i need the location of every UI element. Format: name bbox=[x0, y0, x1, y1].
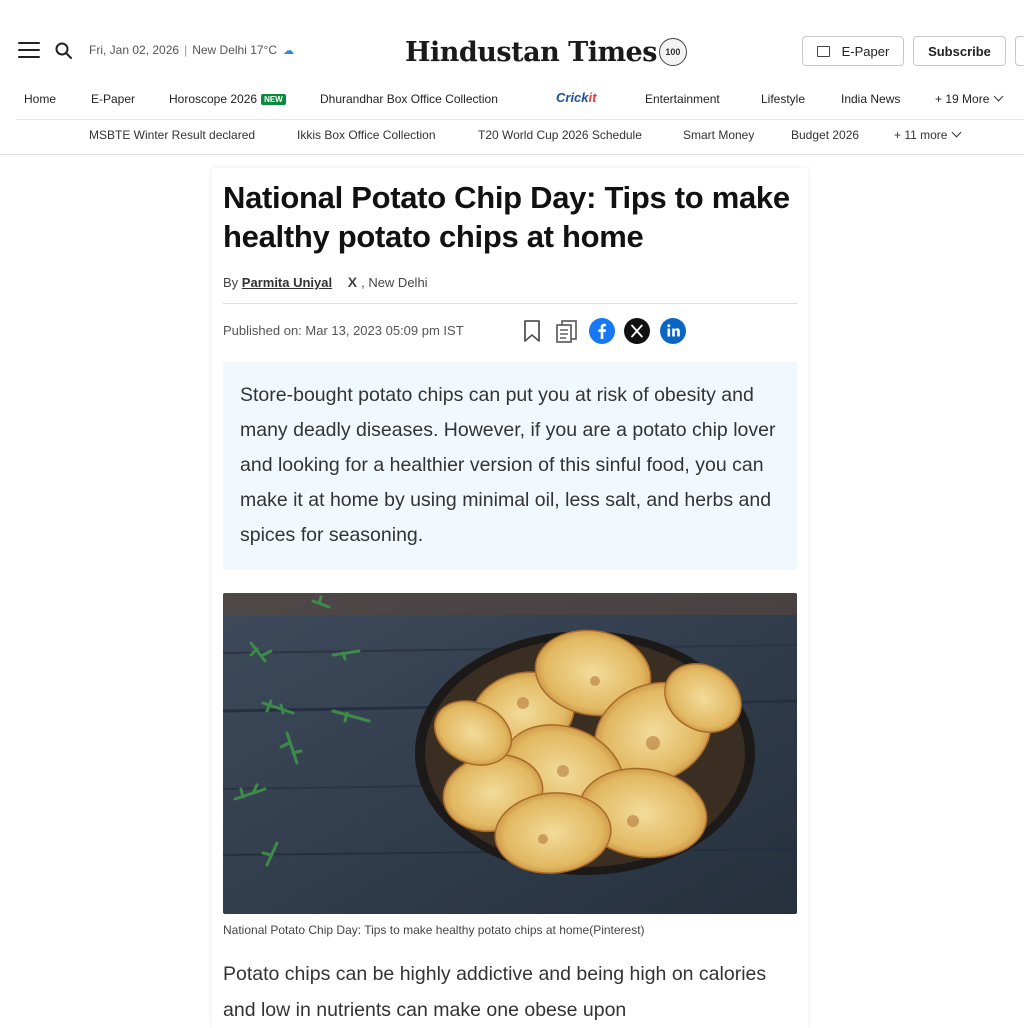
bookmark-icon[interactable] bbox=[519, 318, 545, 344]
article-headline: National Potato Chip Day: Tips to make healthy potato chips at home bbox=[223, 180, 790, 254]
author-x-icon[interactable]: X bbox=[347, 274, 358, 290]
nav-horoscope-label: Horoscope 2026 bbox=[169, 92, 258, 106]
nav-divider bbox=[16, 119, 1024, 120]
facebook-icon[interactable] bbox=[589, 318, 615, 344]
search-icon[interactable] bbox=[54, 41, 74, 61]
weather-icon: ☁ bbox=[283, 45, 295, 57]
image-caption: National Potato Chip Day: Tips to make healthy potato chips at home(Pinterest) bbox=[223, 923, 645, 937]
cricket-logo-b: it bbox=[588, 90, 597, 105]
logo-text: Hindustan Times bbox=[405, 36, 657, 68]
epaper-button[interactable] bbox=[802, 36, 904, 66]
article-image bbox=[223, 593, 797, 914]
logo-badge: 100 bbox=[659, 38, 687, 66]
cricket-logo-a: Crick bbox=[556, 90, 589, 105]
epaper-button-label: E-Paper bbox=[841, 43, 890, 59]
trending-nav bbox=[0, 128, 1024, 148]
byline-prefix: By bbox=[223, 275, 239, 290]
author-link[interactable]: Parmita Uniyal bbox=[241, 275, 333, 290]
chevron-down-icon bbox=[994, 92, 1004, 102]
newspaper-icon bbox=[817, 46, 830, 57]
nav-home[interactable]: Home bbox=[24, 92, 57, 106]
chevron-down-icon bbox=[952, 128, 962, 138]
subscribe-button[interactable]: Subscribe bbox=[913, 36, 1006, 66]
trending-budget[interactable]: Budget 2026 bbox=[791, 128, 860, 142]
nav-horoscope[interactable] bbox=[169, 92, 286, 106]
trending-msbte[interactable]: MSBTE Winter Result declared bbox=[89, 128, 256, 142]
article-body-paragraph: Potato chips can be highly addictive and being high on calories and low in nutrients can make one obese upon bbox=[223, 963, 767, 1021]
nav-epaper[interactable]: E-Paper bbox=[91, 92, 136, 106]
byline-divider bbox=[223, 303, 797, 304]
nav-dhurandhar[interactable]: Dhurandhar Box Office Collection bbox=[320, 92, 498, 106]
site-logo[interactable] bbox=[405, 32, 687, 72]
account-button[interactable] bbox=[1015, 36, 1024, 66]
nav-more-label: + 19 More bbox=[935, 92, 990, 106]
trending-more-label: + 11 more bbox=[894, 128, 948, 142]
trending-ikkis[interactable]: Ikkis Box Office Collection bbox=[297, 128, 436, 142]
weather-text: New Delhi 17°C bbox=[192, 43, 278, 57]
nav-lifestyle[interactable]: Lifestyle bbox=[761, 92, 806, 106]
nav-cricket-logo[interactable] bbox=[556, 90, 596, 105]
article-summary: Store-bought potato chips can put you at risk of obesity and many deadly diseases. However, if you are a potato chip lover and looking for a healthier version of this sinful food, you can make it at home by using minimal oil, less salt, and herbs and spices for seasoning. bbox=[240, 384, 776, 546]
byline bbox=[223, 274, 428, 290]
linkedin-icon[interactable] bbox=[660, 318, 686, 344]
dateline: Fri, Jan 02, 2026 | New Delhi 17°C ☁ bbox=[89, 43, 295, 57]
nav-more[interactable] bbox=[935, 92, 1002, 106]
header-divider bbox=[0, 154, 1024, 155]
primary-nav bbox=[0, 92, 1024, 120]
byline-location: , New Delhi bbox=[361, 275, 428, 290]
x-icon[interactable] bbox=[624, 318, 650, 344]
current-date: Fri, Jan 02, 2026 bbox=[89, 43, 180, 57]
new-badge: NEW bbox=[261, 94, 286, 105]
nav-entertainment[interactable]: Entertainment bbox=[645, 92, 720, 106]
published-date: Published on: Mar 13, 2023 05:09 pm IST bbox=[223, 323, 464, 338]
trending-more[interactable] bbox=[894, 128, 960, 142]
nav-india-news[interactable]: India News bbox=[841, 92, 901, 106]
trending-t20[interactable]: T20 World Cup 2026 Schedule bbox=[478, 128, 642, 142]
trending-smart-money[interactable]: Smart Money bbox=[683, 128, 755, 142]
copy-link-icon[interactable] bbox=[554, 318, 580, 344]
menu-icon[interactable] bbox=[18, 42, 40, 60]
